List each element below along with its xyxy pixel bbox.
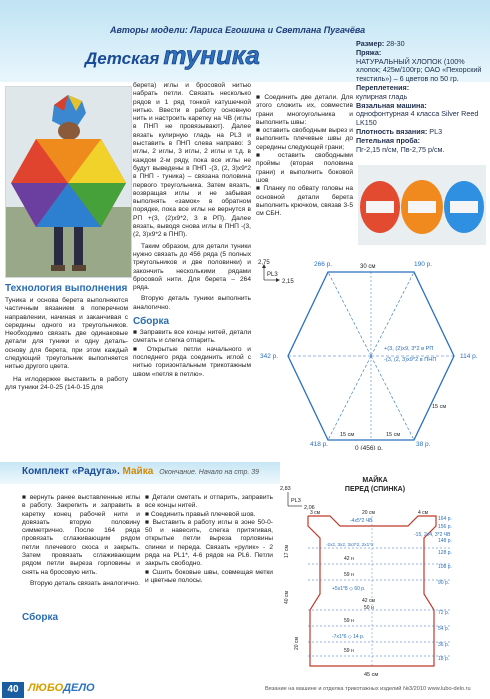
pattern-title: МАЙКА ПЕРЕД (СПИНКА) bbox=[344, 477, 406, 493]
hex-formula-1: +(3, (2)х9, 3*2 в РП bbox=[384, 346, 434, 352]
pattern-rule-2: -15, 2х4, 3*2 ЧВ bbox=[414, 532, 451, 538]
pattern-row-3: 148 р. bbox=[438, 538, 452, 544]
mayka-step-3: ■ Выставить в работу иглы в зоне 50-0-50 и навесить, слегка притягивая, открытые петли выреза горловины спинки и переда. Связать «рулик» - 2 ряда на PL1*, 4-6 рядов на PL6. Петли закрыть свободно. bbox=[145, 518, 273, 568]
mayka-text-2: Вторую деталь связать аналогично. bbox=[30, 579, 140, 587]
pattern-row-4: 128 р. bbox=[438, 550, 452, 556]
spec-yarn-label: Пряжа: bbox=[356, 47, 382, 57]
pattern-pl: PL3 bbox=[291, 498, 301, 504]
authors-line: Авторы модели: Лариса Егошина и Светлана Пугачёва bbox=[110, 25, 366, 35]
pattern-height-3: 20 см bbox=[294, 637, 300, 650]
pattern-height-2: 40 см bbox=[284, 591, 290, 604]
mayka-assembly-heading: Сборка bbox=[22, 612, 59, 623]
pattern-width-2: 59 н bbox=[344, 572, 354, 578]
pattern-row-9: 36 р. bbox=[438, 642, 450, 648]
hex-v275: 2,75 bbox=[258, 260, 270, 266]
mayka-step-2: ■ Соединить правый плечевой шов. bbox=[145, 510, 256, 518]
seams-step-1: ■ оставить свободным вырез и выполнить плечевые швы до середины следующей грани; bbox=[256, 127, 353, 151]
pattern-row-2: 156 р. bbox=[438, 524, 452, 530]
instructions-text-1: берета) иглы и бросовой нитью набрать петли. Связать несколько рядов и 1 ряд тонкой катушечной нитью. Ввести в работу основную нить и настроить каретку на ЧВ (иглы в ПНП не провязывают). Далее вязать кулирную гладь на PL3 и выставить в ПНП слева направо: 3 иглы, 2 иглы, 3 иглы, 2 иглы и т.д. в каждом 2-м ряду, пока все иглы не будут выведены в ПНП -(3, (2, 3)х9*2 в ПНП - туника) – связана половина первого треугольника. Затем вязать, возвращая иглы и не забывая выполнять «замок» в обратном порядке, пока все иглы не вернутся в РП +(3, (2)х9*2, 3 в РП). Далее вязать, выводя снова иглы в ПНП -(3, (2, 3)х9*2 в ПНП). bbox=[133, 82, 251, 239]
spec-size: Размер: 28-30 bbox=[356, 39, 405, 48]
pattern-rule-1: -4х5*2 ЧВ bbox=[350, 518, 373, 524]
tunic-photo bbox=[5, 86, 132, 278]
spec-weave: кулирная гладь bbox=[356, 91, 408, 101]
pattern-mark-1: +5х1*8 ◇ 60 р. bbox=[332, 586, 366, 592]
seams-column bbox=[256, 94, 353, 218]
hexagon-schematic bbox=[256, 258, 486, 450]
assembly-heading: Сборка bbox=[133, 316, 170, 328]
pattern-row-10: 18 р. bbox=[438, 656, 450, 662]
pattern-row-8: 54 р. bbox=[438, 626, 450, 632]
hex-dim-top: 30 см bbox=[360, 264, 376, 270]
hex-formula-2: -(3, (2, 3)х9*2 в ПНП bbox=[384, 357, 437, 363]
pattern-v283: 2,83 bbox=[280, 486, 291, 492]
mayka-pattern-diagram bbox=[280, 486, 490, 681]
pattern-bottom: 45 см bbox=[364, 672, 379, 678]
hex-left-bot: 418 р. bbox=[310, 441, 329, 448]
hex-right-bot: 38 р. bbox=[416, 441, 431, 448]
pattern-width-1: 42 н bbox=[344, 556, 354, 562]
spec-density: Плотность вязания: PL3 bbox=[356, 126, 443, 136]
page-number: 40 bbox=[2, 682, 24, 698]
magazine-logo: ЛЮБОДЕЛО bbox=[28, 682, 95, 694]
pattern-row-1: 164 р. bbox=[438, 516, 452, 522]
page-title bbox=[85, 40, 260, 71]
spec-yarn: НАТУРАЛЬНЫЙ ХЛОПОК (100% хлопок; 425м/100гр; ОАО «Пехорский текстиль») – 6 цветов по 50 гр. bbox=[356, 56, 482, 84]
instructions-text-2: Таким образом, для детали туники нужно связать до 456 ряда (5 полных треугольников и две половинки) и закончить несколькими рядами бросовой нити. Для берета – 264 ряда. bbox=[133, 242, 251, 292]
hex-left-mid: 342 р. bbox=[260, 353, 279, 360]
pattern-top-1: 3 см bbox=[310, 510, 321, 516]
hex-dim-15a: 15 см bbox=[340, 432, 355, 438]
seams-step-2: ■ оставить свободными проймы (вторая половина грани) и выполнить боковой шов bbox=[256, 152, 353, 184]
hex-pl: PL3 bbox=[267, 272, 278, 278]
pattern-row-5: 108 р. bbox=[438, 564, 452, 570]
mayka-column-1 bbox=[22, 494, 140, 588]
hex-bottom: 0 (456) р. bbox=[355, 445, 383, 450]
spec-weave-label: Переплетения: bbox=[356, 82, 410, 92]
hexagon-diagram bbox=[256, 258, 486, 450]
mayka-text-1: ■ вернуть ранее выставленные иглы в работу. Закрепить и заправить в каретку конец рабочей нити и довязать вторую половину симметрично. После 164 ряда провязать сглаживающим рядом петли плечевого скоса и закрыть. Затем провязать сглаживающим рядом петли выреза горловины и снять на бросовую нить. bbox=[22, 494, 140, 576]
assembly-step-2: ■ Открытые петли начального и последнего ряда соединить иглой с нитью горизонтальным трикотажным швом «петля в петлю». bbox=[133, 345, 251, 378]
pattern-width-4: 59 н bbox=[344, 648, 354, 654]
technology-text-2: На иглодержке выставить в работу для туники 24-0-25 (14-0-15 для bbox=[5, 375, 128, 391]
mayka-word: Майка bbox=[122, 466, 154, 477]
pattern-row-6: 90 р. bbox=[438, 580, 450, 586]
pattern-row-7: 72 р. bbox=[438, 610, 450, 616]
pattern-mark-2: -7х1*6 ◇ 14 р. bbox=[332, 634, 365, 640]
spec-machine-label: Вязальная машина: bbox=[356, 100, 427, 110]
pattern-rule-3: -2х2, 3х2, 3х3*2, 2х1*2 bbox=[326, 542, 374, 547]
hex-dim-15c: 15 см bbox=[432, 404, 447, 410]
mayka-pattern bbox=[280, 486, 490, 681]
specs-block bbox=[356, 40, 486, 154]
hex-dim-15b: 15 см bbox=[386, 432, 401, 438]
technology-column bbox=[5, 283, 128, 392]
pattern-width-3: 59 н bbox=[344, 618, 354, 624]
title-big: туника bbox=[163, 40, 260, 70]
mayka-step-1: ■ Детали сметать и отпарить, заправить все концы нитей. bbox=[145, 494, 273, 510]
spec-machine: однофонтурная 4 класса Silver Reed LK150 bbox=[356, 109, 479, 128]
pattern-top-2: 20 см bbox=[362, 510, 375, 516]
pattern-width-cm: 42 см bbox=[362, 598, 375, 604]
continued-note: Окончание. Начало на стр. 39 bbox=[159, 469, 260, 476]
spec-probe-label: Петельная проба: bbox=[356, 135, 421, 145]
hex-left-top: 266 р. bbox=[314, 261, 333, 268]
set-name: Комплект «Радуга». bbox=[22, 466, 120, 477]
spec-probe: Пг-2,15 п/см, Пв-2,75 р/см. bbox=[356, 144, 445, 154]
hex-right-top: 190 р. bbox=[414, 261, 433, 268]
pattern-v206: 2,06 bbox=[304, 505, 315, 511]
magazine-issue-line: Вязание на машине и отделка трикотажных изделий №3/2010 www.lubo-delo.ru bbox=[265, 686, 471, 692]
instructions-column bbox=[133, 82, 251, 379]
instructions-text-3: Вторую деталь туники выполнить аналогично. bbox=[133, 295, 251, 311]
pattern-height-1: 17 см bbox=[284, 545, 290, 558]
mayka-step-4: ■ Сшить боковые швы, совмещая метки и цветные полосы. bbox=[145, 568, 273, 584]
second-article-title bbox=[22, 466, 259, 477]
technology-text-1: Туника и основа берета выполняются частичным вязанием в поперечном направлении, начиная и заканчивая с середины одного из треугольников. Необходимо связать две одинаковые детали для туники и одну деталь-основу для берета, при этом каждый следующий треугольник выполняется нитью другого цвета. bbox=[5, 297, 128, 371]
pattern-top-3: 4 см bbox=[418, 510, 429, 516]
yarn-photo bbox=[358, 165, 486, 245]
title-small: Детская bbox=[85, 49, 160, 68]
pattern-width-n: 50 н bbox=[364, 605, 374, 611]
seams-step-3: ■ Планку по обвату головы на основной детали берета выполнить крючком, связав 3-5 см СБН. bbox=[256, 185, 353, 218]
tunic-photo-illustration bbox=[6, 87, 131, 277]
hex-v215: 2,15 bbox=[282, 279, 294, 285]
technology-heading: Технология выполнения bbox=[5, 283, 128, 294]
seams-intro: ■ Соединить две детали. Для этого сложить их, совместив грани многоугольника и выполнить швы: bbox=[256, 94, 353, 126]
yarn-skeins-illustration bbox=[358, 165, 486, 245]
hex-right-mid: 114 р. bbox=[460, 353, 478, 360]
assembly-step-1: ■ Заправить все концы нитей, детали сметать и слегка отпарить. bbox=[133, 329, 251, 345]
mayka-column-2 bbox=[145, 494, 273, 585]
